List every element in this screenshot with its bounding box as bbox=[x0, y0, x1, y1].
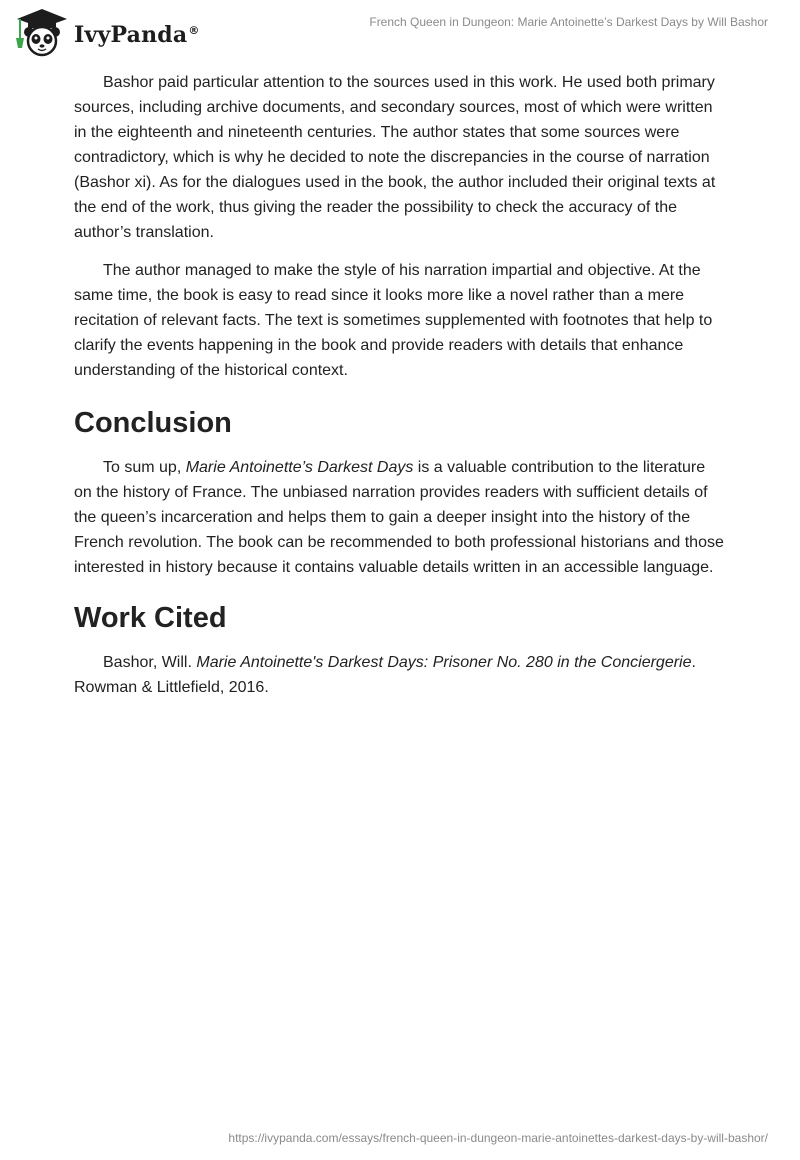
citation-publisher: . Rowman & Littlefield, 2016. bbox=[74, 654, 696, 696]
citation-entry bbox=[74, 650, 726, 700]
conclusion-heading: Conclusion bbox=[74, 407, 232, 439]
document-title: French Queen in Dungeon: Marie Antoinette’s Darkest Days by Will Bashor bbox=[369, 15, 768, 29]
body-paragraph-style: The author managed to make the style of his narration impartial and objective. At the same time, the book is easy to read since it looks more like a novel rather than a mere recitation of relevant facts. The text is sometimes supplemented with footnotes that help to clarify the events happening in the book and provide readers with details that enhance understanding of the historical context. bbox=[74, 262, 713, 379]
ivypanda-logo[interactable] bbox=[14, 8, 200, 58]
work-cited-heading: Work Cited bbox=[74, 602, 227, 634]
registered-mark: ® bbox=[188, 23, 200, 37]
conclusion-lead: To sum up, bbox=[103, 459, 186, 476]
essay-content bbox=[74, 70, 726, 700]
citation-title: Marie Antoinette's Darkest Days: Prisoner No. 280 in the Conciergerie bbox=[196, 654, 692, 671]
body-paragraph-sources: Bashor paid particular attention to the sources used in this work. He used both primary sources, including archive documents, and secondary sources, most of which were written in the eighteenth and nineteenth centuries. The author states that some sources were contradictory, which is why he decided to note the discrepancies in the course of narration (Bashor xi). As for the dialogues used in the book, the author included their original texts at the end of the work, thus giving the reader the possibility to check the accuracy of the author’s translation. bbox=[74, 74, 716, 241]
panda-logo-icon bbox=[14, 8, 70, 58]
logo-wordmark bbox=[74, 22, 200, 48]
citation-author: Bashor, Will. bbox=[103, 654, 197, 671]
source-url-link[interactable]: https://ivypanda.com/essays/french-queen-in-dungeon-marie-antoinettes-darkest-days-by-will-bashor/ bbox=[228, 1131, 768, 1145]
logo-name: IvyPanda bbox=[74, 22, 188, 48]
conclusion-paragraph bbox=[74, 455, 726, 580]
page-header bbox=[0, 0, 800, 64]
conclusion-rest: is a valuable contribution to the literature on the history of France. The unbiased narration provides readers with sufficient details of the queen’s incarceration and helps them to gain a deeper insight into the history of the French revolution. The book can be recommended to both professional historians and those interested in history because it contains valuable details written in an accessible language. bbox=[74, 459, 724, 576]
conclusion-book-title: Marie Antoinette’s Darkest Days bbox=[185, 459, 414, 476]
